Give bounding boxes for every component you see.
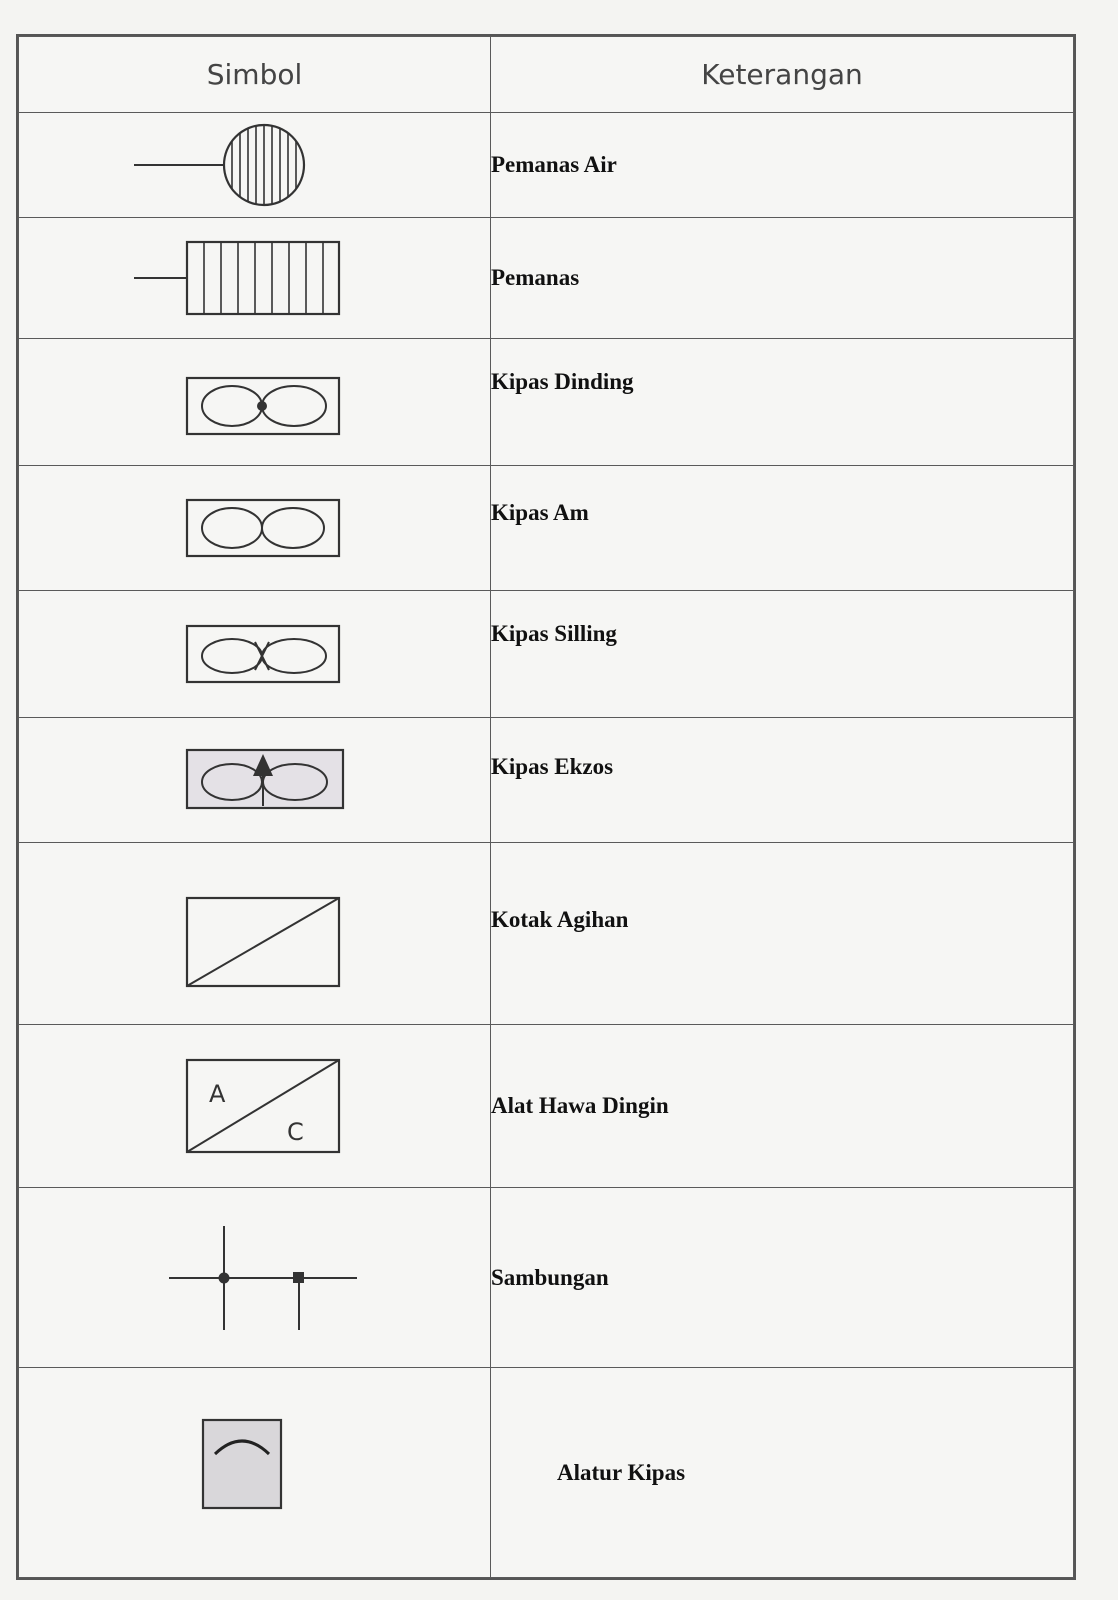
symbol-cell [19,217,491,338]
description-cell: Kipas Silling [491,591,1074,718]
table-row [19,843,1074,1025]
header-row [19,37,1074,113]
junction-icon [19,1190,491,1365]
water-heater-icon [19,115,491,215]
description-cell: Kipas Am [491,465,1074,590]
symbol-cell [19,1024,491,1187]
symbol-column-header: Simbol [19,37,491,113]
description-cell: Pemanas [491,217,1074,338]
symbol-cell [19,718,491,843]
table-row [19,1024,1074,1187]
symbol-cell [19,591,491,718]
ac-letter-a: A [209,1080,226,1109]
symbol-cell [19,465,491,590]
table-row [19,338,1074,465]
description-column-header: Keterangan [491,37,1074,113]
description-cell: Kipas Dinding [491,338,1074,465]
table-row [19,1368,1074,1578]
symbol-cell [19,843,491,1025]
ceiling-fan-icon [19,594,491,714]
air-conditioner-icon [19,1026,491,1186]
table-row [19,591,1074,718]
description-cell: Alatur Kipas [491,1368,1074,1578]
symbol-cell [19,1188,491,1368]
general-fan-icon [19,468,491,588]
fan-regulator-icon [19,1370,491,1575]
ac-letter-c: C [287,1118,304,1147]
symbol-cell [19,338,491,465]
symbol-legend-table [18,36,1074,1578]
description-cell: Sambungan [491,1188,1074,1368]
distribution-box-icon [19,846,491,1021]
description-cell: Kotak Agihan [491,843,1074,1025]
wall-fan-icon [19,342,491,462]
heater-icon [19,223,491,333]
description-cell: Alat Hawa Dingin [491,1024,1074,1187]
table-row [19,1188,1074,1368]
symbol-legend-sheet [16,34,1076,1580]
symbol-cell [19,112,491,217]
table-row [19,718,1074,843]
description-cell: Pemanas Air [491,112,1074,217]
table-row [19,112,1074,217]
description-cell: Kipas Ekzos [491,718,1074,843]
table-row [19,217,1074,338]
exhaust-fan-icon [19,720,491,840]
table-row [19,465,1074,590]
symbol-cell [19,1368,491,1578]
